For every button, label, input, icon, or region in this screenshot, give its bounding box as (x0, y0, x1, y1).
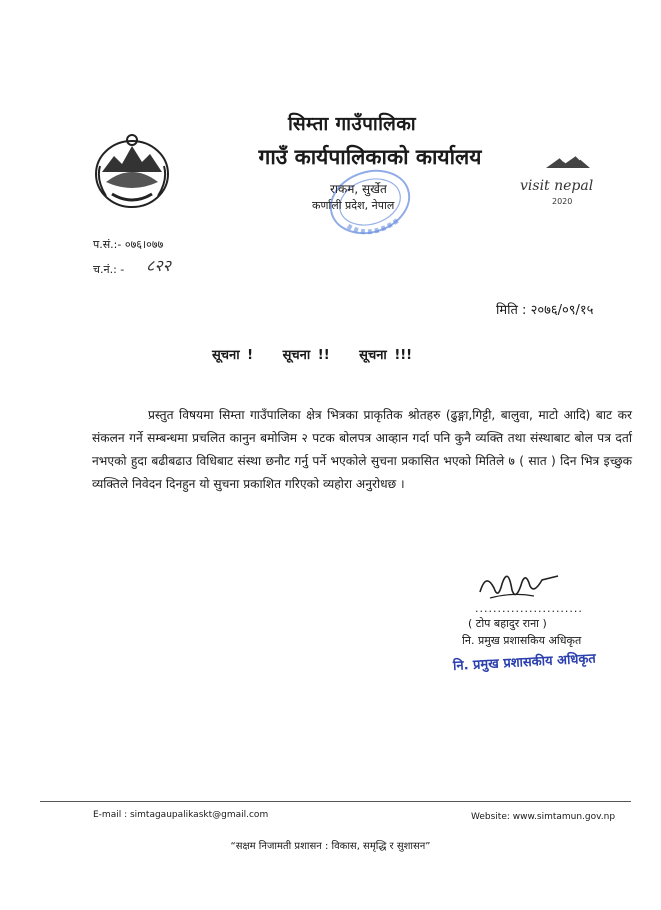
notice-word-1: सूचना ! (212, 348, 254, 363)
notice-body: प्रस्तुत विषयमा सिम्ता गाउँपालिका क्षेत्र भित्रका प्राकृतिक श्रोतहरु (ढुङ्गा,गिट्टी, बालुवा, माटो आदि) बाट कर संकलन गर्ने सम्बन्धमा प्रचलित कानुन बमोजिम २ पटक बोलपत्र आव्हान गर्दा पनि कुनै व्यक्ति तथा संस्थाबाट बोल पत्र दर्ता नभएको हुदा बढीबढाउ विधिबाट संस्था छनौट गर्नु पर्ने भएकोले सुचना प्रकासित भएको मितिले ७ ( सात ) दिन भित्र इच्छुक व्यक्तिले निवेदन दिनहुन यो सुचना प्रकाशित गरिएको व्यहोरा अनुरोधछ । (92, 408, 632, 491)
notice-heading (212, 345, 434, 363)
dispatch-label: च.नं.: - (93, 263, 125, 276)
notice-word-3: सूचना !!! (359, 348, 413, 363)
signatory-title: नि. प्रमुख प्रशासकिय अधिकृत (462, 634, 582, 647)
footer-website: Website: www.simtamun.gov.np (471, 812, 616, 822)
designation-stamp: नि. प्रमुख प्रशासकीय अधिकृत (452, 651, 597, 674)
footer-email: E-mail : simtagaupalikaskt@gmail.com (93, 810, 269, 820)
dispatch-number-handwritten: ८२२ (146, 256, 171, 275)
address-line-1: राकम, सुर्खेत (330, 182, 387, 196)
nepal-emblem-icon (92, 132, 172, 210)
signatory-name: ( टोप बहादुर राना ) (468, 617, 547, 630)
notice-word-2: सूचना !! (282, 348, 330, 363)
mountain-icon (516, 150, 616, 180)
signature-dots: ........................ (475, 602, 583, 615)
organization-name: सिम्ता गाउँपालिका (287, 113, 417, 135)
fiscal-year-ref: प.सं.:- ०७६।०७७ (93, 238, 164, 251)
office-name: गाउँ कार्यपालिकाको कार्यालय (258, 145, 482, 169)
date-line: मिति : २०७६/०९/१५ (496, 303, 594, 318)
logo-text: visit nepal (520, 178, 594, 194)
logo-year: 2020 (552, 197, 573, 206)
footer-divider (40, 801, 631, 802)
visit-nepal-logo (516, 150, 616, 212)
address-line-2: कर्णाली प्रदेश, नेपाल (312, 199, 395, 212)
footer-motto: “सक्षम निजामती प्रशासन : विकास, समृद्धि र सुशासन” (230, 841, 431, 852)
